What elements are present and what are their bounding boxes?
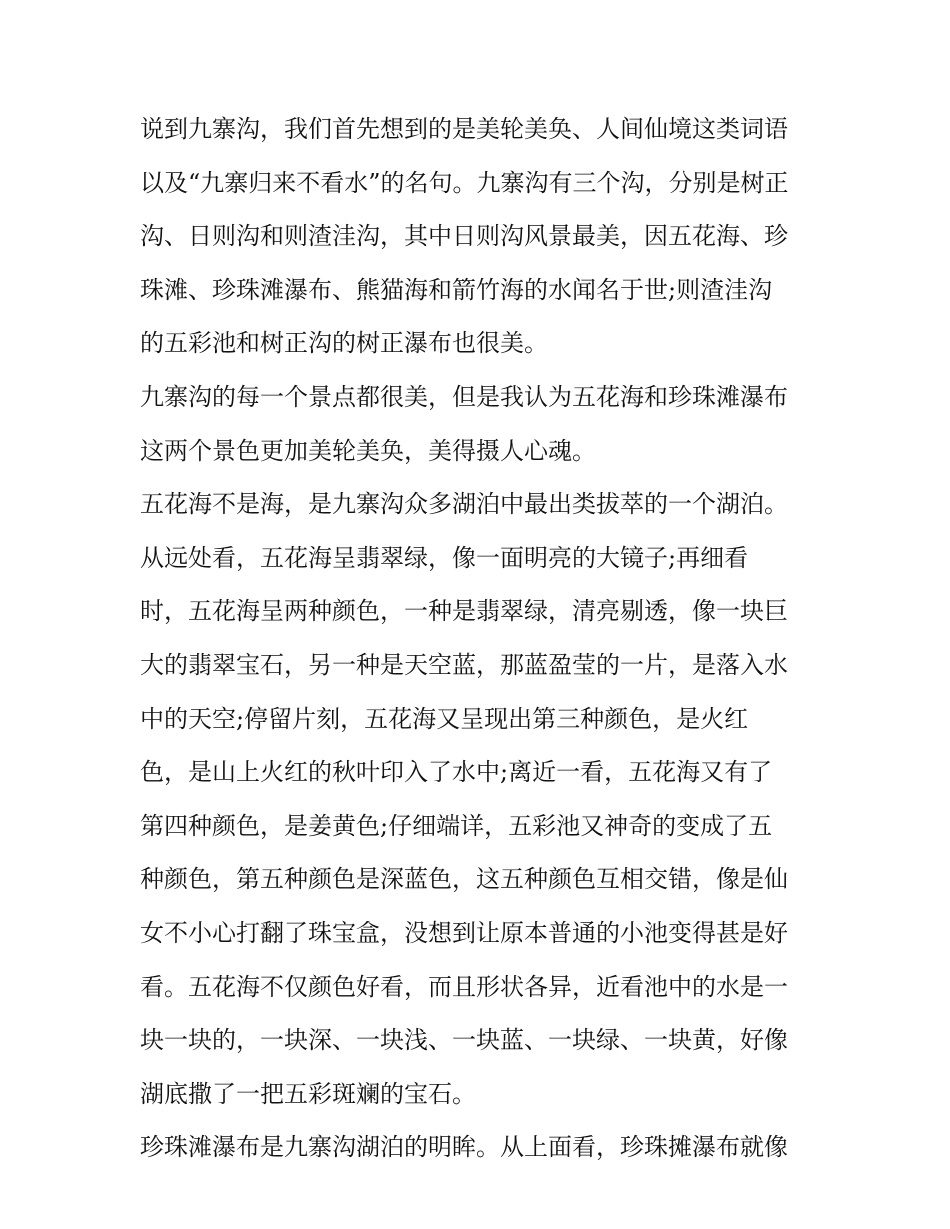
text-line: 的五彩池和树正沟的树正瀑布也很美。 — [140, 329, 548, 358]
text-line: 第四种颜色，是姜黄色;仔细端详，五彩池又神奇的变成了五 — [140, 811, 773, 840]
text-line: 说到九寨沟，我们首先想到的是美轮美奂、人间仙境这类词语 — [140, 115, 788, 143]
text-line: 以及“九寨归来不看水”的名句。九寨沟有三个沟，分别是树正 — [140, 168, 789, 197]
text-line: 种颜色，第五种颜色是深蓝色，这五种颜色互相交错，像是仙 — [140, 865, 788, 894]
text-line: 珠滩、珍珠滩瀑布、熊猫海和箭竹海的水闻名于世;则渣洼沟 — [140, 275, 773, 304]
text-line: 这两个景色更加美轮美奂，美得摄人心魂。 — [140, 436, 596, 465]
text-line: 中的天空;停留片刻，五花海又呈现出第三种颜色，是火红 — [140, 704, 749, 733]
text-line: 五花海不是海，是九寨沟众多湖泊中最出类拔萃的一个湖泊。 — [140, 490, 788, 519]
text-line: 块一块的，一块深、一块浅、一块蓝、一块绿、一块黄，好像 — [140, 1026, 788, 1055]
text-line: 时，五花海呈两种颜色，一种是翡翠绿，清亮剔透，像一块巨 — [140, 597, 788, 626]
text-line: 从远处看，五花海呈翡翠绿，像一面明亮的大镜子;再细看 — [140, 543, 749, 572]
text-line: 看。五花海不仅颜色好看，而且形状各异，近看池中的水是一 — [140, 972, 788, 1001]
text-line: 色，是山上火红的秋叶印入了水中;离近一看，五花海又有了 — [140, 758, 773, 787]
text-line: 女不小心打翻了珠宝盒，没想到让原本普通的小池变得甚是好 — [140, 918, 788, 947]
document-body — [140, 103, 820, 1175]
text-line: 沟、日则沟和则渣洼沟，其中日则沟风景最美，因五花海、珍 — [140, 222, 788, 251]
text-line: 湖底撒了一把五彩斑斓的宝石。 — [140, 1079, 476, 1108]
text-line: 九寨沟的每一个景点都很美，但是我认为五花海和珍珠滩瀑布 — [140, 382, 788, 411]
text-line: 珍珠滩瀑布是九寨沟湖泊的明眸。从上面看，珍珠摊瀑布就像 — [140, 1133, 788, 1162]
text-line: 大的翡翠宝石，另一种是天空蓝，那蓝盈莹的一片，是落入水 — [140, 650, 788, 679]
